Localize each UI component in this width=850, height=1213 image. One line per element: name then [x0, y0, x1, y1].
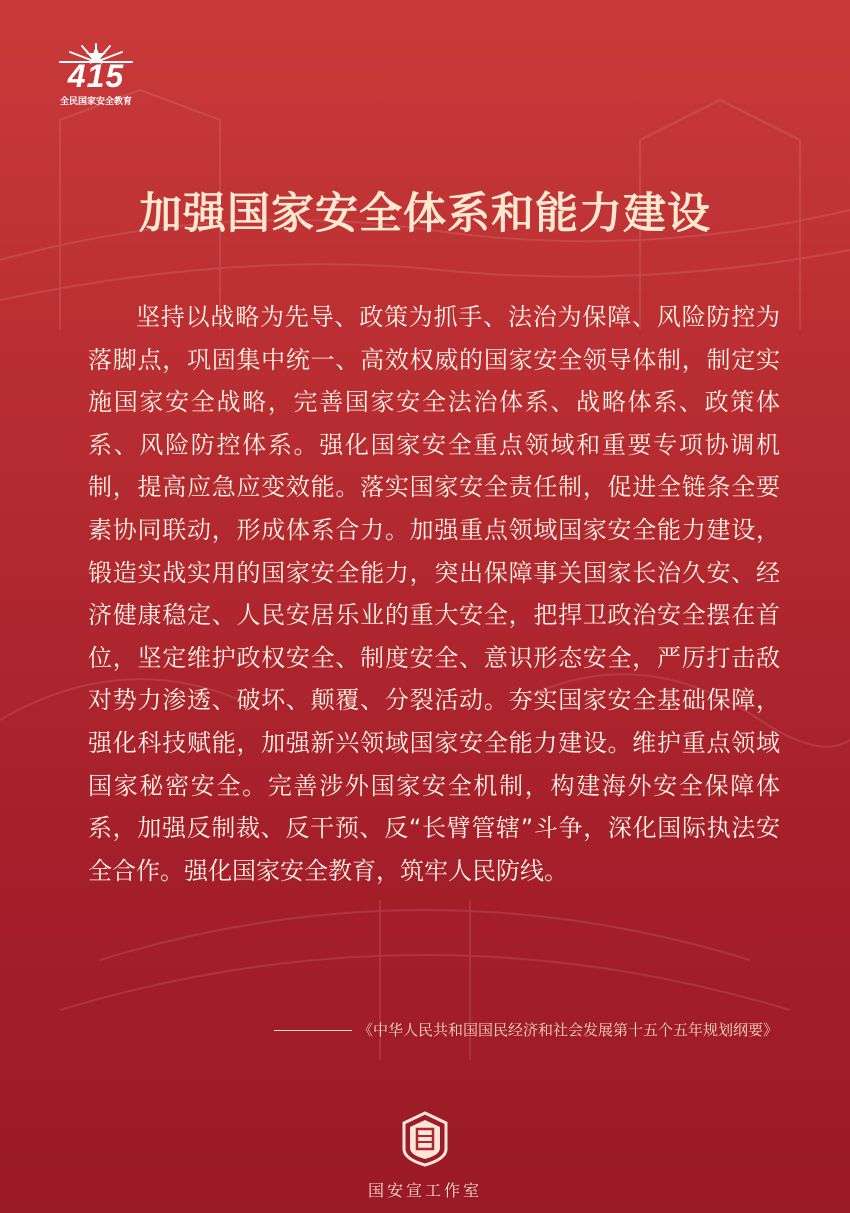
source-citation [274, 1018, 778, 1042]
badge-number: 415 [67, 58, 125, 94]
studio-name: 国安宣工作室 [367, 1181, 482, 1200]
event-badge [44, 40, 148, 114]
badge-caption: 全民国家安全教育 [59, 97, 132, 107]
shield-seal-icon [400, 1111, 450, 1167]
page-title: 加强国家安全体系和能力建设 [139, 189, 711, 239]
citation-dash [274, 1030, 352, 1031]
body-paragraph: 坚持以战略为先导、政策为抓手、法治为保障、风险防控为落脚点，巩固集中统一、高效权威的国家安全领导体制，制定实施国家安全战略，完善国家安全法治体系、战略体系、政策体系、风险防控体系。强化国家安全重点领域和重要专项协调机制，提高应急应变效能。落实国家安全责任制，促进全链条全要素协同联动，形成体系合力。加强重点领域国家安全能力建设，锻造实战实用的国家安全能力，突出保障事关国家长治久安、经济健康稳定、人民安居乐业的重大安全，把捍卫政治安全摆在首位，坚定维护政权安全、制度安全、意识形态安全，严厉打击敌对势力渗透、破坏、颠覆、分裂活动。夯实国家安全基础保障，强化科技赋能，加强新兴领域国家安全能力建设。维护重点领域国家秘密安全。完善涉外国家安全机制，构建海外安全保障体系，加强反制裁、反干预、反“长臂管辖”斗争，深化国际执法安全合作。强化国家安全教育，筑牢人民防线。 [88, 303, 780, 885]
source-text: 《中华人民共和国国民经济和社会发展第十五个五年规划纲要》 [357, 1021, 778, 1039]
